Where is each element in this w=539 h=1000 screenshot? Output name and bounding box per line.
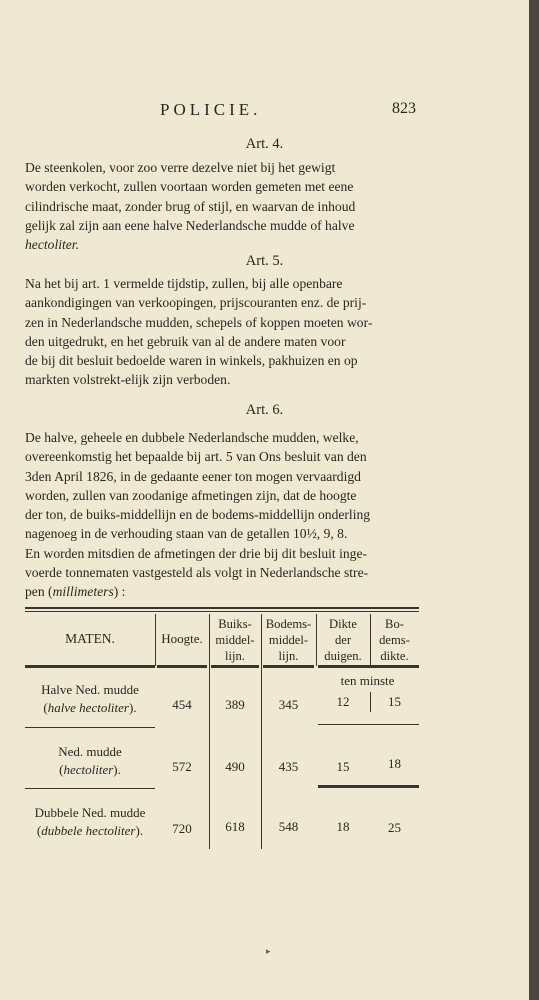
row-rule [318,724,419,725]
text-line: markten volstrekt-elijk zijn verboden. [25,372,231,388]
text-line: gelijk zal zijn aan eene halve Nederlandsche mudde of halve [25,217,355,233]
measure-name-italic: halve hectoliter [47,700,129,715]
article-6-text [25,428,419,602]
table-top-rule [25,607,419,609]
header-rule [263,665,314,668]
row-rule [25,727,155,728]
article-4-heading: Art. 4. [245,136,284,152]
column-header-bodems: Bodems- middel- lijn. [265,617,312,663]
page-number: 823 [392,100,416,117]
text-line: worden verkocht, zullen voortaan worden gemeten met eene [25,179,354,195]
text-line: der ton, de buiks-middellijn en de bodems-middellijn onderling [25,507,371,523]
row-1-name: Halve Ned. mudde (halve hectoliter). [41,682,139,715]
measure-name: Ned. mudde [58,744,122,759]
header-rule [318,665,419,668]
text-line: de bij dit besluit bedoelde waren in winkels, pakhuizen en op [25,353,358,369]
text-line: voerde tonnematen vastgesteld als volgt in Nederlandsche stre- [25,565,369,581]
text-line: De halve, geheele en dubbele Nederlandsche mudden, welke, [25,430,359,445]
text-line: zen in Nederlandsche mudden, schepels of koppen moeten wor- [25,314,373,330]
header-rule [211,665,259,668]
row-1-dikte: 12 [336,694,350,709]
text-line: overeenkomstig het bepaalde bij art. 5 van Ons besluit van den [25,449,367,465]
row-3-bodemsdikte: 25 [388,820,401,835]
text-line: nagenoeg in de verhouding staan van de getallen 10½, 9, 8. [25,526,348,542]
ornament-mark: ▸ [266,947,271,957]
text-fragment: ) : [113,584,126,600]
column-header-hoogte: Hoogte. [161,631,203,646]
header-rule [157,665,207,668]
row-2-name: Ned. mudde (hectoliter). [58,744,122,777]
measure-name: Halve Ned. mudde [41,682,139,697]
table-top-rule [25,611,419,612]
text-fragment: pen ( [25,584,53,600]
column-header-maten: MATEN. [65,631,115,646]
row-3-bodems: 548 [278,819,299,834]
row-2-buiks: 490 [225,759,245,774]
article-4-text [25,158,419,254]
page-edge [529,0,539,1000]
running-title: POLICIE. [160,100,262,119]
measure-name-italic: dubbele hectoliter [41,823,136,838]
subheader-ten-minste: ten minste [340,673,395,688]
text-line: Na het bij art. 1 vermelde tijdstip, zullen, bij alle openbare [25,276,343,291]
text-line [25,582,419,601]
text-line: cilindrische maat, zonder brug of stijl, en waarvan de inhoud [25,198,356,214]
row-1-hoogte: 454 [172,697,192,712]
measure-name-italic: hectoliter [63,762,114,777]
article-5-heading: Art. 5. [245,253,284,269]
row-2-bodems: 435 [278,759,299,774]
row-3-name: Dubbele Ned. mudde (dubbele hectoliter). [34,805,146,838]
column-header-buiks: Buiks- middel- lijn. [215,617,255,663]
text-line: 3den April 1826, in de gedaante eener ton mogen vervaardigd [25,468,361,484]
article-6-heading: Art. 6. [245,402,284,418]
row-2-dikte: 15 [336,759,350,774]
row-3-dikte: 18 [336,819,350,834]
header-rule [25,665,155,668]
row-rule [25,788,155,789]
measure-name: Dubbele Ned. mudde [34,805,146,820]
row-2-bodemsdikte: 18 [388,756,401,771]
text-line: De steenkolen, voor zoo verre dezelve niet bij het gewigt [25,160,336,175]
row-2-hoogte: 572 [172,759,192,774]
row-3-hoogte: 720 [172,821,192,836]
italic-term: millimeters [52,584,114,600]
row-1-bodemsdikte: 15 [388,694,401,709]
text-line [25,235,419,254]
row-3-buiks: 618 [225,819,245,834]
text-line: worden, zullen van zoodanige afmetingen zijn, dat de hoogte [25,487,357,503]
row-1-bodems: 345 [278,697,299,712]
text-line: aankondigingen van verkoopingen, prijscouranten enz. de prij- [25,295,367,311]
column-header-dikte: Dikte der duigen. [324,617,362,663]
article-5-text [25,274,419,390]
italic-term: hectoliter. [25,237,79,253]
column-header-bodemsdikte: Bo- dems- dikte. [379,617,410,663]
page-header [0,100,529,124]
text-line: En worden mitsdien de afmetingen der drie bij dit besluit inge- [25,545,368,561]
row-1-buiks: 389 [225,697,245,712]
row-rule [318,785,419,788]
text-line: den uitgedrukt, en het gebruik van al de andere maten voor [25,333,346,349]
